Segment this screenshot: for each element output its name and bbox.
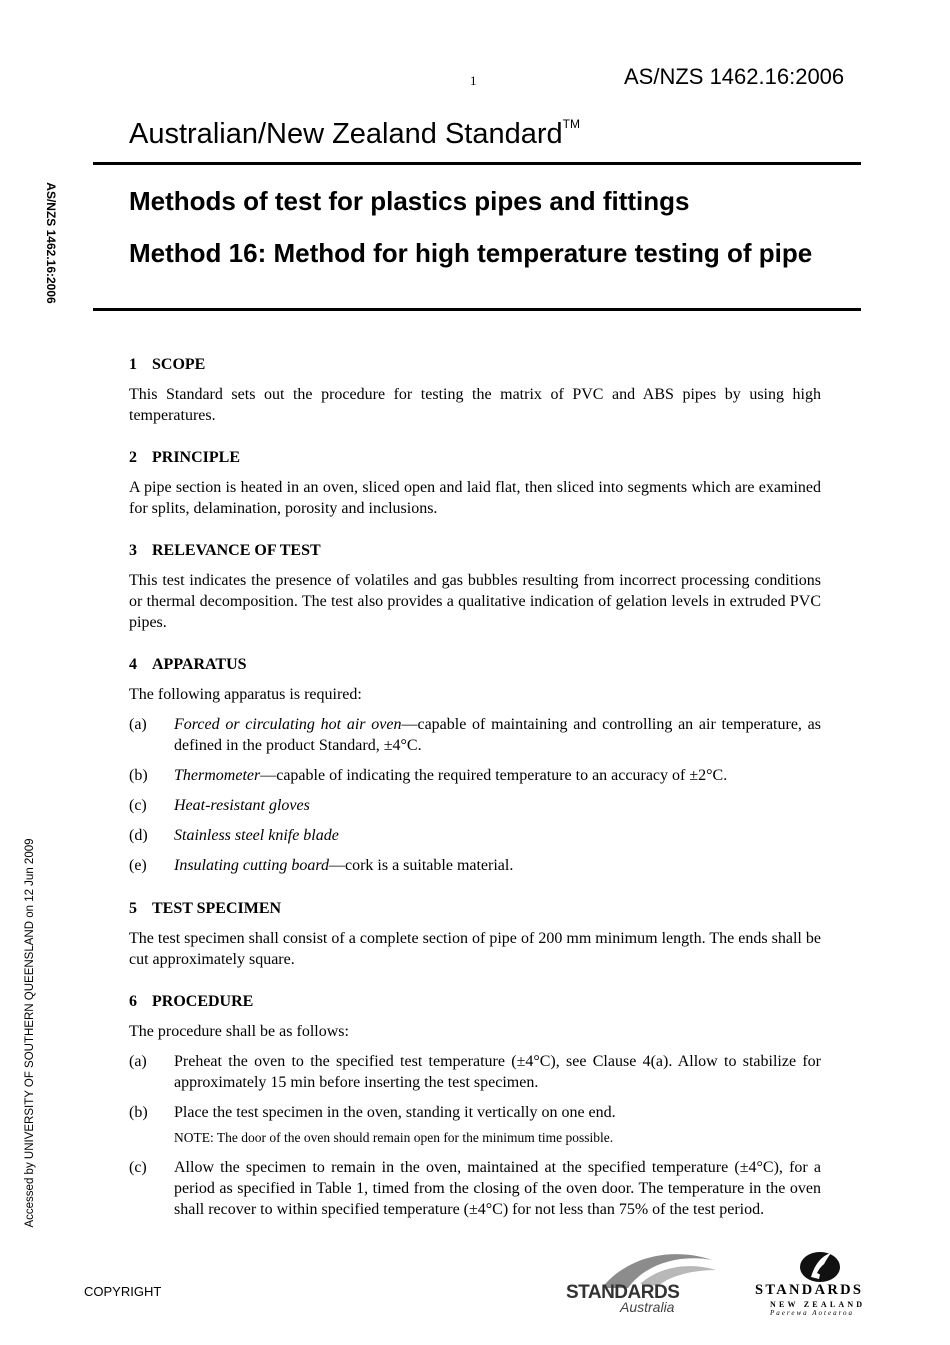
item-letter: (e) bbox=[129, 857, 147, 874]
test-specimen-paragraph: The test specimen shall consist of a complete section of pipe of 200 mm minimum length. The ends shall be cut approximately square. bbox=[129, 930, 821, 968]
item-letter: (b) bbox=[129, 1104, 148, 1121]
section-heading-principle bbox=[129, 447, 821, 468]
item-term: Insulating cutting board bbox=[174, 857, 329, 874]
apparatus-item bbox=[129, 855, 821, 876]
apparatus-item bbox=[129, 714, 821, 756]
apparatus-item bbox=[129, 765, 821, 786]
title-rule-bottom bbox=[93, 308, 861, 311]
section-heading-text: TEST SPECIMEN bbox=[152, 900, 282, 917]
item-description: —cork is a suitable material. bbox=[328, 857, 514, 874]
standards-nz-country: NEW ZEALAND bbox=[770, 1300, 866, 1309]
section-heading-test-specimen bbox=[129, 898, 821, 919]
section-heading-text: PROCEDURE bbox=[152, 993, 254, 1010]
item-letter: (a) bbox=[129, 716, 147, 733]
standards-nz-maori-name: Paerewa Aotearoa bbox=[770, 1309, 855, 1317]
item-letter: (d) bbox=[129, 827, 148, 844]
page-number: 1 bbox=[470, 73, 477, 88]
procedure-item bbox=[129, 1102, 821, 1148]
apparatus-item bbox=[129, 825, 821, 846]
standards-australia-country: Australia bbox=[620, 1299, 675, 1315]
access-watermark bbox=[22, 815, 38, 1251]
copyright-label: COPYRIGHT bbox=[84, 1284, 162, 1299]
section-heading-text: RELEVANCE OF TEST bbox=[152, 542, 321, 559]
item-term: Stainless steel knife blade bbox=[174, 827, 339, 844]
item-letter: (a) bbox=[129, 1053, 147, 1070]
item-content bbox=[174, 855, 821, 876]
item-term: Thermometer bbox=[174, 767, 261, 784]
section-number: 2 bbox=[129, 449, 137, 466]
standard-code: AS/NZS 1462.16:2006 bbox=[624, 64, 845, 89]
item-letter: (c) bbox=[129, 1159, 147, 1176]
item-content bbox=[174, 765, 821, 786]
series-title-text: Australian/New Zealand Standard bbox=[129, 118, 563, 150]
section-number: 5 bbox=[129, 900, 137, 917]
method-title: Method 16: Method for high temperature testing of pipe bbox=[129, 238, 813, 268]
side-standard-code bbox=[42, 165, 60, 320]
item-content bbox=[174, 825, 821, 846]
item-content bbox=[174, 1102, 821, 1148]
relevance-paragraph: This test indicates the presence of volatiles and gas bubbles resulting from incorrect processing conditions or thermal decomposition. The test also provides a qualitative indication of gelation levels in extruded PVC pipes. bbox=[129, 572, 821, 631]
procedure-intro: The procedure shall be as follows: bbox=[129, 1023, 349, 1040]
item-content bbox=[174, 714, 821, 756]
access-watermark-text: Accessed by UNIVERSITY OF SOUTHERN QUEENSLAND on 12 Jun 2009 bbox=[24, 838, 36, 1228]
series-title bbox=[129, 118, 580, 151]
section-heading-procedure bbox=[129, 991, 821, 1012]
item-term: Heat-resistant gloves bbox=[174, 797, 310, 814]
section-number: 4 bbox=[129, 656, 137, 673]
standards-australia-name: STANDARDS bbox=[566, 1282, 680, 1303]
section-heading-text: APPARATUS bbox=[152, 656, 247, 673]
procedure-note: NOTE: The door of the oven should remain open for the minimum time possible. bbox=[174, 1130, 614, 1145]
section-number: 1 bbox=[129, 356, 137, 373]
section-number: 3 bbox=[129, 542, 137, 559]
procedure-item bbox=[129, 1051, 821, 1093]
item-term: Forced or circulating hot air oven bbox=[174, 716, 402, 733]
document-title: Methods of test for plastics pipes and fittings bbox=[129, 186, 690, 216]
section-heading-apparatus bbox=[129, 654, 821, 675]
section-heading-relevance bbox=[129, 540, 821, 561]
trademark-mark: TM bbox=[562, 117, 580, 132]
standards-nz-mark-icon bbox=[797, 1249, 843, 1285]
title-rule-top bbox=[93, 162, 861, 165]
item-text: Place the test specimen in the oven, standing it vertically on one end. bbox=[174, 1104, 616, 1121]
item-content bbox=[174, 795, 821, 816]
item-text: Allow the specimen to remain in the oven, maintained at the specified temperature (±4°C), for a period as specified in Table 1, timed from the closing of the oven door. The temperature in the oven shall recover to within specified temperature (±4°C) for not less than 75% of the test period. bbox=[174, 1159, 821, 1218]
section-number: 6 bbox=[129, 993, 137, 1010]
procedure-item bbox=[129, 1157, 821, 1220]
side-standard-code-text: AS/NZS 1462.16:2006 bbox=[44, 181, 58, 304]
standards-nz-name: STANDARDS bbox=[755, 1282, 864, 1298]
document-body bbox=[129, 354, 821, 1229]
item-text: Preheat the oven to the specified test temperature (±4°C), see Clause 4(a). Allow to stabilize for approximately 15 min before inserting the test specimen. bbox=[174, 1053, 821, 1091]
scope-paragraph: This Standard sets out the procedure for testing the matrix of PVC and ABS pipes by using high temperatures. bbox=[129, 386, 821, 424]
apparatus-intro: The following apparatus is required: bbox=[129, 686, 362, 703]
item-description: —capable of indicating the required temperature to an accuracy of ±2°C. bbox=[260, 767, 728, 784]
item-description: —capable of maintaining and controlling an air temperature, as defined in the product Standard, ±4°C. bbox=[174, 716, 821, 754]
item-letter: (b) bbox=[129, 767, 148, 784]
item-letter: (c) bbox=[129, 797, 147, 814]
apparatus-item bbox=[129, 795, 821, 816]
section-heading-text: SCOPE bbox=[152, 356, 206, 373]
section-heading-scope bbox=[129, 354, 821, 375]
section-heading-text: PRINCIPLE bbox=[152, 449, 241, 466]
principle-paragraph: A pipe section is heated in an oven, sliced open and laid flat, then sliced into segments which are examined for splits, delamination, porosity and inclusions. bbox=[129, 479, 821, 517]
